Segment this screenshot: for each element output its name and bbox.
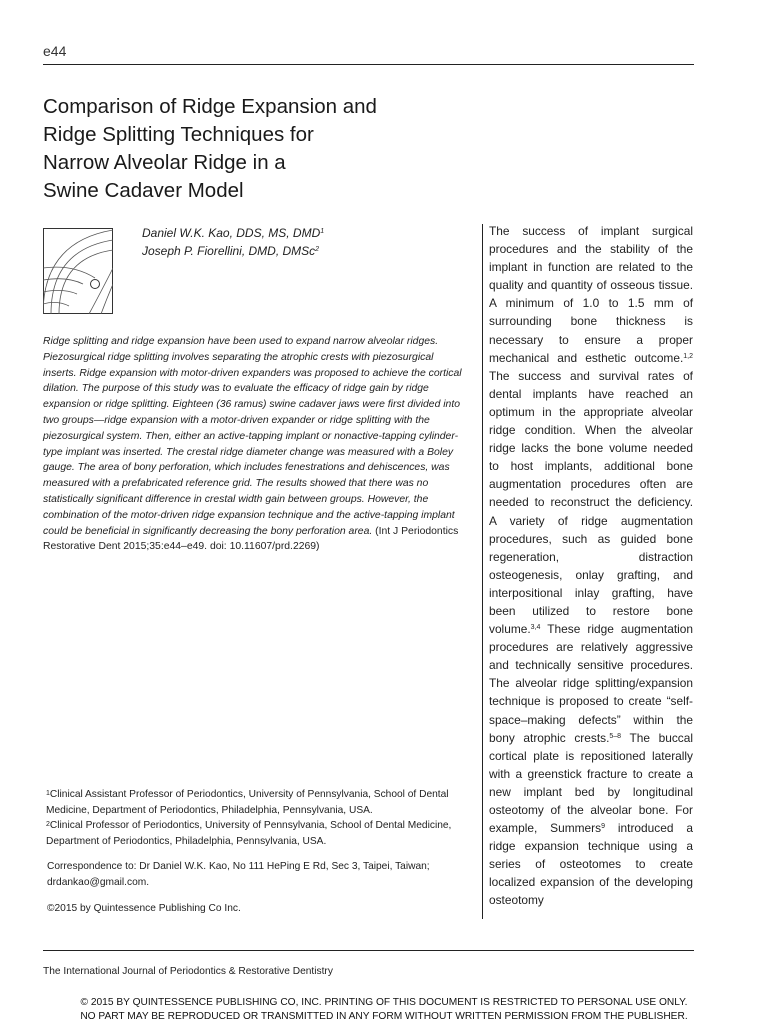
affiliation-mark: 1 xyxy=(46,790,50,797)
top-rule xyxy=(43,64,694,65)
affiliation-item xyxy=(43,818,468,849)
affiliation-text: Clinical Professor of Periodontics, University of Pennsylvania, School of Dental Medicine, Department of Periodontics, Philadelphia, Pennsylvania, USA. xyxy=(46,820,452,847)
author-list xyxy=(142,224,324,260)
affiliation-mark: 2 xyxy=(46,821,50,828)
reference-mark: 3,4 xyxy=(530,624,541,632)
body-paragraph-text: The success of implant surgical procedures and the stability of the implant in function are related to the quality and quantity of osseous tissue. A minimum of 1.0 to 1.5 mm of surrounding bone thickness is necessary to ensure a proper mechanical and esthetic outcome. xyxy=(489,224,693,365)
body-paragraph-text: The success and survival rates of dental implants have reached an optimum in the appropriate alveolar ridge condition. When the alveolar ridge lacks the bone volume needed to host implants, additional bone augmentation procedures often are needed to reconstruct the deficiency. A variety of ridge augmentation procedures, such as guided bone regeneration, distraction osteogenesis, onlay grafting, and interpositional inlay grafting, have been utilized to restore bone volume. xyxy=(489,368,693,637)
author-line xyxy=(142,242,324,260)
abstract-citation: (Int J Periodontics Restorative Dent 2015;35:e44–e49. doi: 10.11607/prd.2269) xyxy=(43,525,459,553)
journal-name: The International Journal of Periodontics & Restorative Dentistry xyxy=(43,966,333,977)
reference-mark: 9 xyxy=(601,823,605,831)
affiliation-text: Clinical Assistant Professor of Periodontics, University of Pennsylvania, School of Dental Medicine, Department of Periodontics, Philadelphia, Pennsylvania, USA. xyxy=(46,789,449,816)
abstract xyxy=(43,334,468,555)
author-affiliation-mark: 2 xyxy=(315,246,320,253)
notice-line: © 2015 BY QUINTESSENCE PUBLISHING CO, INC. PRINTING OF THIS DOCUMENT IS RESTRICTED TO PERSONAL USE ONLY. xyxy=(80,997,688,1008)
reference-mark: 5–8 xyxy=(609,732,622,740)
copyright-line: ©2015 by Quintessence Publishing Co Inc. xyxy=(47,903,241,914)
body-paragraph-text: These ridge augmentation procedures are relatively aggressive and technically sensitive procedures. The alveolar ridge splitting/expansion technique is proposed to create “self-space–making defects” within the bony atrophic crests. xyxy=(489,622,693,745)
correspondence: Correspondence to: Dr Daniel W.K. Kao, No 111 HePing E Rd, Sec 3, Taipei, Taiwan; drdankao@gmail.com. xyxy=(47,861,430,888)
affiliations xyxy=(43,787,468,849)
author-name: Joseph P. Fiorellini, DMD, DMSc xyxy=(142,244,316,258)
article-title xyxy=(43,93,463,205)
title-line: Comparison of Ridge Expansion and xyxy=(43,95,377,118)
column-divider xyxy=(482,224,483,919)
abstract-text: Ridge splitting and ridge expansion have been used to expand narrow alveolar ridges. Piezosurgical ridge splitting involves separating the atrophic crests with piezosurgical inserts. Ridge expansion with motor-driven expanders was proposed to achieve the cortical dilation. The purpose of this study was to evaluate the efficacy of ridge gain by ridge expansion or ridge splitting. Eighteen (36 ramus) swine cadaver jaws were first divided into two groups—ridge expansion with a motor-driven expander or ridge splitting with the piezosurgical system. Then, either an active-tapping implant or nonactive-tapping cylinder-type implant was inserted. The crestal ridge diameter change was measured with a Boley gauge. The area of bony perforation, which includes fenestrations and dehiscences, was measured with a prefabricated reference grid. The results showed that there was no statistically significant difference in crestal width gain between groups. However, the combination of the motor-driven ridge expansion technique and the active-tapping implant could be beneficial in significantly decreasing the bony perforation area. xyxy=(43,336,462,537)
page-number: e44 xyxy=(43,43,67,59)
author-line xyxy=(142,224,324,242)
body-text xyxy=(489,222,693,910)
publisher-notice xyxy=(40,996,728,1023)
notice-line: NO PART MAY BE REPRODUCED OR TRANSMITTED IN ANY FORM WITHOUT WRITTEN PERMISSION FROM THE PUBLISHER. xyxy=(80,1010,688,1022)
affiliation-item xyxy=(43,787,468,818)
body-paragraph-text: The buccal cortical plate is repositioned laterally with a greenstick fracture to create a new implant bed by longitudinal osteotomy of the alveolar bone. For example, Summers xyxy=(489,730,693,836)
title-line: Ridge Splitting Techniques for xyxy=(43,123,314,146)
author-name: Daniel W.K. Kao, DDS, MS, DMD xyxy=(142,226,321,240)
bottom-rule xyxy=(43,950,694,951)
body-paragraph-text: introduced a ridge expansion technique using a series of osteotomes to create localized expansion of the developing osteotomy xyxy=(489,821,693,908)
title-line: Narrow Alveolar Ridge in a xyxy=(43,151,286,174)
author-affiliation-mark: 1 xyxy=(320,228,325,235)
reference-mark: 1,2 xyxy=(683,352,693,360)
journal-logo-icon xyxy=(43,228,113,314)
title-line: Swine Cadaver Model xyxy=(43,179,244,202)
